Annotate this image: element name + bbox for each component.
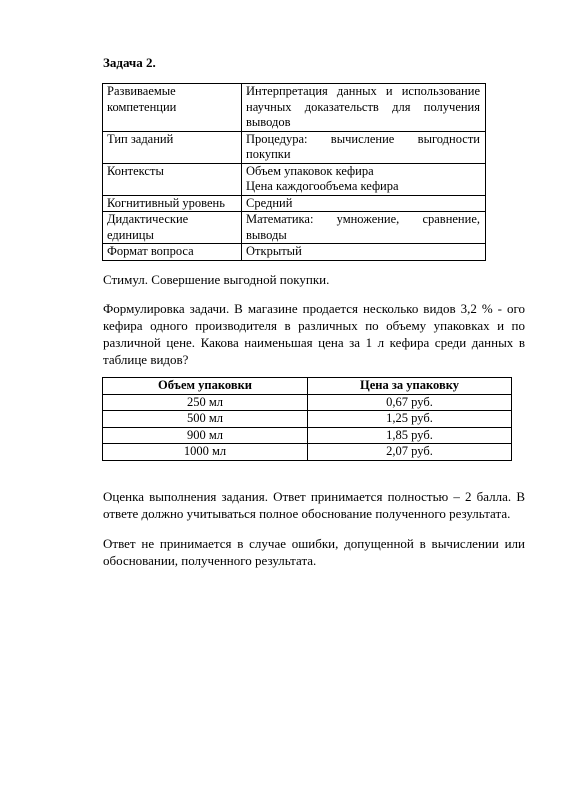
- meta-value: [242, 212, 486, 244]
- volume-cell: 500 мл: [103, 411, 308, 428]
- meta-value-line: Объем упаковок кефира: [246, 163, 374, 178]
- meta-key: [103, 244, 242, 261]
- price-cell: 1,85 руб.: [308, 427, 512, 444]
- price-table-row: [103, 394, 512, 411]
- meta-key-line: Контексты: [107, 163, 164, 178]
- meta-key-line: Развиваемые: [107, 84, 176, 98]
- meta-value-line: Средний: [246, 195, 293, 210]
- meta-value-line: выводы: [246, 227, 287, 242]
- meta-key-line: Тип заданий: [107, 131, 174, 146]
- price-table-row: [103, 411, 512, 428]
- task-title: Задача 2.: [103, 55, 156, 70]
- meta-key: [103, 195, 242, 212]
- meta-key: [103, 163, 242, 195]
- meta-key-line: Дидактические: [107, 212, 189, 226]
- meta-key-line: Формат вопроса: [107, 244, 194, 258]
- rejection-text: Ответ не принимается в случае ошибки, допущенной в вычислении или обосновании, полученного результата.: [103, 536, 525, 568]
- meta-value-line: Интерпретация данных и использование: [246, 84, 480, 98]
- meta-key-line: компетенции: [107, 99, 177, 114]
- meta-key-line: Когнитивный уровень: [107, 195, 225, 210]
- meta-row: [103, 163, 486, 195]
- column-header-price: Цена за упаковку: [308, 378, 512, 395]
- meta-value: [242, 163, 486, 195]
- volume-cell: 900 мл: [103, 427, 308, 444]
- price-cell: 1,25 руб.: [308, 411, 512, 428]
- meta-value: [242, 131, 486, 163]
- meta-value: [242, 84, 486, 132]
- meta-row: [103, 195, 486, 212]
- volume-cell: 250 мл: [103, 394, 308, 411]
- price-cell: 0,67 руб.: [308, 394, 512, 411]
- meta-value-line: покупки: [246, 147, 291, 161]
- price-table-row: [103, 427, 512, 444]
- meta-value-line: Процедура: вычисление выгодности: [246, 131, 480, 146]
- meta-key: [103, 131, 242, 163]
- task-meta-table: [102, 83, 486, 261]
- meta-key-line: единицы: [107, 227, 154, 242]
- meta-value-line: выводов: [246, 115, 291, 129]
- price-cell: 2,07 руб.: [308, 444, 512, 461]
- meta-value-line: Открытый: [246, 244, 302, 258]
- task-statement: Формулировка задачи. В магазине продается несколько видов 3,2 % - ого кефира одного производителя в различных по объему упаковках и по различной цене. Какова наименьшая цена за 1 л кефира среди данных в таблице видов?: [103, 301, 525, 367]
- volume-cell: 1000 мл: [103, 444, 308, 461]
- meta-value-line: Математика: умножение, сравнение,: [246, 212, 480, 226]
- meta-key: [103, 212, 242, 244]
- meta-row: [103, 244, 486, 261]
- meta-row: [103, 84, 486, 132]
- price-table: [102, 377, 512, 461]
- meta-value-line: научных доказательств для получения: [246, 99, 480, 114]
- price-table-row: [103, 444, 512, 461]
- evaluation-text: Оценка выполнения задания. Ответ принимается полностью – 2 балла. В ответе должно учитываться полное обоснование полученного результата.: [103, 489, 525, 521]
- meta-value-line: Цена каждогообъема кефира: [246, 179, 399, 193]
- column-header-volume: Объем упаковки: [103, 378, 308, 395]
- meta-row: [103, 212, 486, 244]
- meta-value: [242, 195, 486, 212]
- meta-key: [103, 84, 242, 132]
- meta-value: [242, 244, 486, 261]
- meta-row: [103, 131, 486, 163]
- price-table-header-row: [103, 378, 512, 395]
- stimulus-text: Стимул. Совершение выгодной покупки.: [103, 272, 330, 287]
